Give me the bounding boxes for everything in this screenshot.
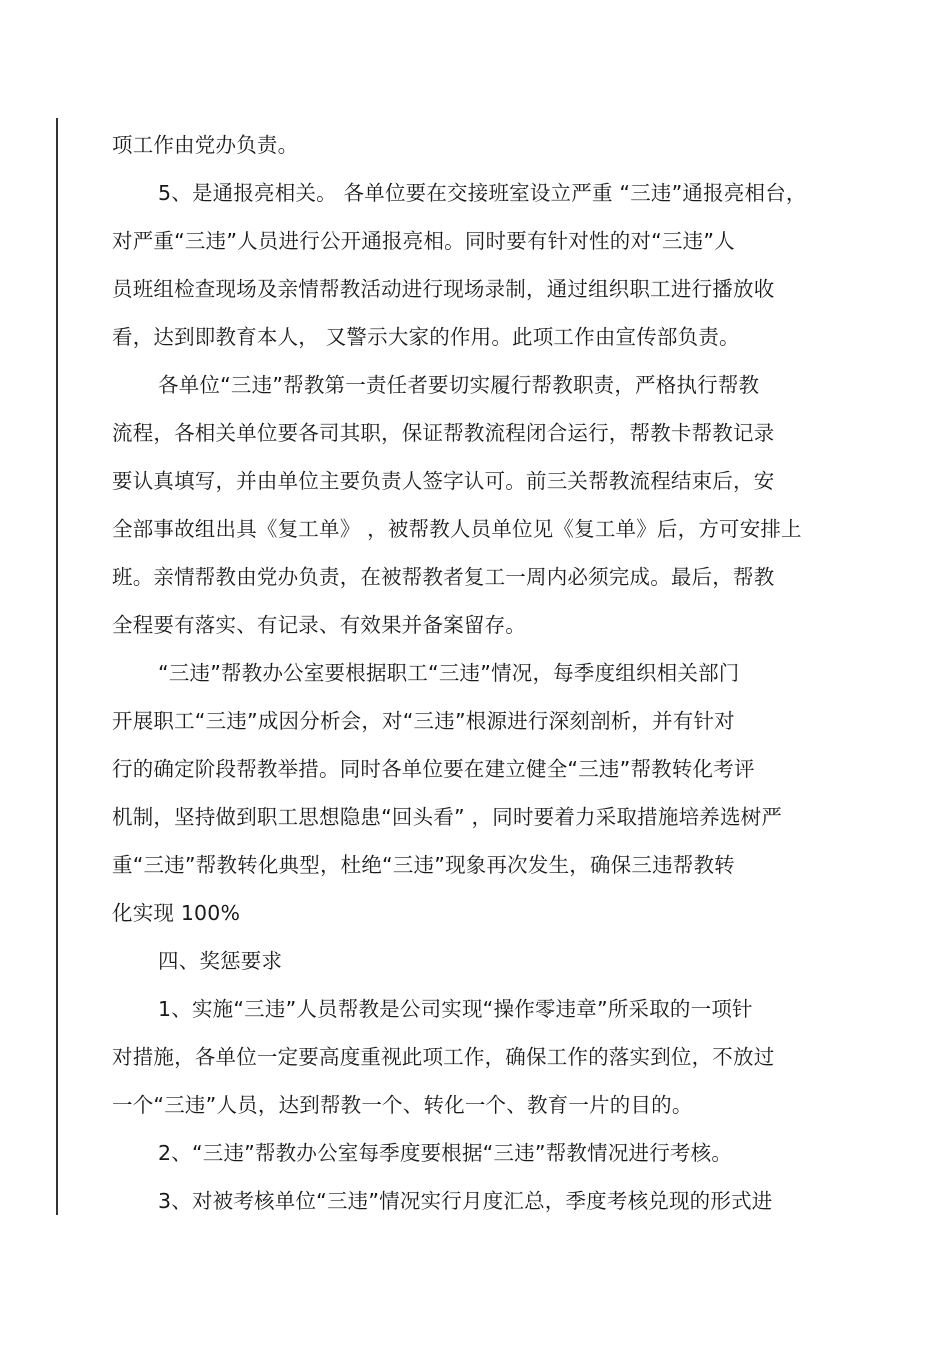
text-line: 对措施，各单位一定要高度重视此项工作，确保工作的落实到位，不放过 <box>112 1045 775 1069</box>
text-line: 全程要有落实、有记录、有效果并备案留存。 <box>112 613 526 637</box>
text-line: 重“三违”帮教转化典型，杜绝“三违”现象再次发生，确保三违帮教转 <box>112 853 735 877</box>
text-line: 流程，各相关单位要各司其职，保证帮教流程闭合运行，帮教卡帮教记录 <box>112 421 775 445</box>
text-line: 机制，坚持做到职工思想隐患“回头看” ，同时要着力采取措施培养选树严 <box>112 805 783 829</box>
text-line: 化实现 100% <box>112 901 241 925</box>
text-line: 班。亲情帮教由党办负责，在被帮教者复工一周内必须完成。最后，帮教 <box>112 565 775 589</box>
text-line: 对严重“三违”人员进行公开通报亮相。同时要有针对性的对“三违”人 <box>112 229 735 253</box>
text-line: 员班组检查现场及亲情帮教活动进行现场录制，通过组织职工进行播放收 <box>112 277 775 301</box>
text-line: 要认真填写，并由单位主要负责人签字认可。前三关帮教流程结束后，安 <box>112 469 775 493</box>
section-heading: 四、奖惩要求 <box>158 949 283 973</box>
text-line: 5、是通报亮相关。 各单位要在交接班室设立严重 “三违”通报亮相台， <box>158 181 807 205</box>
text-line: 2、“三违”帮教办公室每季度要根据“三违”帮教情况进行考核。 <box>158 1141 733 1165</box>
text-line: 行的确定阶段帮教举措。同时各单位要在建立健全“三违”帮教转化考评 <box>112 757 755 781</box>
text-line: 项工作由党办负责。 <box>112 133 299 157</box>
text-line: “三违”帮教办公室要根据职工“三违”情况，每季度组织相关部门 <box>158 661 740 685</box>
text-line: 开展职工“三违”成因分析会，对“三违”根源进行深刻剖析，并有针对 <box>112 709 735 733</box>
text-line: 一个“三违”人员，达到帮教一个、转化一个、教育一片的目的。 <box>112 1093 693 1117</box>
text-line: 各单位“三违”帮教第一责任者要切实履行帮教职责，严格执行帮教 <box>158 373 760 397</box>
text-line: 1、实施“三违”人员帮教是公司实现“操作零违章”所采取的一项针 <box>158 997 753 1021</box>
text-line: 全部事故组出具《复工单》 ，被帮教人员单位见《复工单》后，方可安排上 <box>112 517 802 541</box>
text-line: 3、对被考核单位“三违”情况实行月度汇总，季度考核兑现的形式进 <box>158 1189 773 1213</box>
text-line: 看，达到即教育本人， 又警示大家的作用。此项工作由宣传部负责。 <box>112 325 740 349</box>
